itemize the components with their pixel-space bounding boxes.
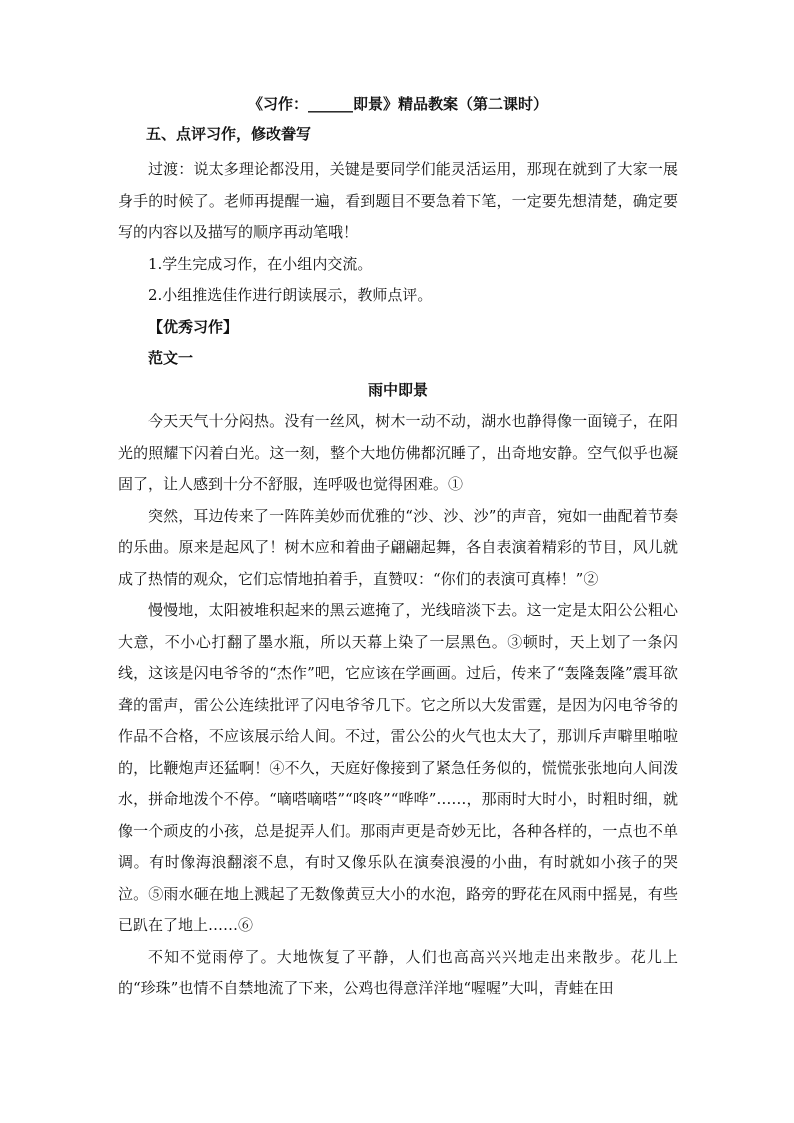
essay-paragraph-1: 今天天气十分闷热。没有一丝风，树木一动不动，湖水也静得像一面镜子，在阳光的照耀下闪着白光。这一刻，整个大地仿佛都沉睡了，出奇地安静。空气似乎也凝固了，让人感到十分不舒服，连呼吸也觉得困难。① (118, 412, 678, 493)
transition-paragraph: 过渡：说太多理论都没用，关键是要同学们能灵活运用，那现在就到了大家一展身手的时候了。老师再提醒一遍，看到题目不要急着下笔，一定要先想清楚，确定要写的内容以及描写的顺序再动笔哦！ (118, 160, 678, 241)
document-title: 《习作：______即景》精品教案（第二课时） (247, 95, 548, 113)
essay-paragraph-4: 不知不觉雨停了。大地恢复了平静，人们也高高兴兴地走出来散步。花儿上的“珍珠”也情不自禁地流了下来，公鸡也得意洋洋地“喔喔”大叫，青蛙在田 (118, 947, 678, 997)
essay-paragraph-3: 慢慢地，太阳被堆积起来的黑云遮掩了，光线暗淡下去。这一定是太阳公公粗心大意，不小心打翻了墨水瓶，所以天幕上染了一层黑色。③顿时，天上划了一条闪线，这该是闪电爷爷的“杰作”吧，它应该在学画画。过后，传来了“轰隆轰隆”震耳欲聋的雷声，雷公公连续批评了闪电爷爷几下。它之所以大发雷霆，是因为闪电爷爷的作品不合格，不应该展示给人间。不过，雷公公的火气也太大了，那训斥声噼里啪啦的，比鞭炮声还猛啊！④不久，天庭好像接到了紧急任务似的，慌慌张张地向人间泼水，拼命地泼个不停。“嘀嗒嘀嗒”“咚咚”“哗哗”……，那雨时大时小，时粗时细，就像一个顽皮的小孩，总是捉弄人们。那雨声更是奇妙无比，各种各样的，一点也不单调。有时像海浪翻滚不息，有时又像乐队在演奏浪漫的小曲，有时就如小孩子的哭泣。⑤雨水砸在地上溅起了无数像黄豆大小的水泡，路旁的野花在风雨中摇晃，有些已趴在了地上……⑥ (118, 601, 678, 934)
essay-paragraph-2: 突然，耳边传来了一阵阵美妙而优雅的“沙、沙、沙”的声音，宛如一曲配着节奏的乐曲。原来是起风了！树木应和着曲子翩翩起舞，各自表演着精彩的节目，风儿就成了热情的观众，它们忘情地拍着手，直赞叹：“你们的表演可真棒！”② (118, 506, 678, 588)
sample-essay-label: 范文一 (148, 349, 194, 367)
step-item-1: 1.学生完成习作，在小组内交流。 (148, 254, 373, 273)
excellent-essay-label: 【优秀习作】 (148, 317, 239, 336)
section-heading: 五、点评习作，修改誊写 (146, 125, 312, 143)
essay-title: 雨中即景 (367, 380, 428, 399)
step-item-2: 2.小组推选佳作进行朗读展示，教师点评。 (148, 286, 433, 304)
document-content (118, 94, 678, 1005)
